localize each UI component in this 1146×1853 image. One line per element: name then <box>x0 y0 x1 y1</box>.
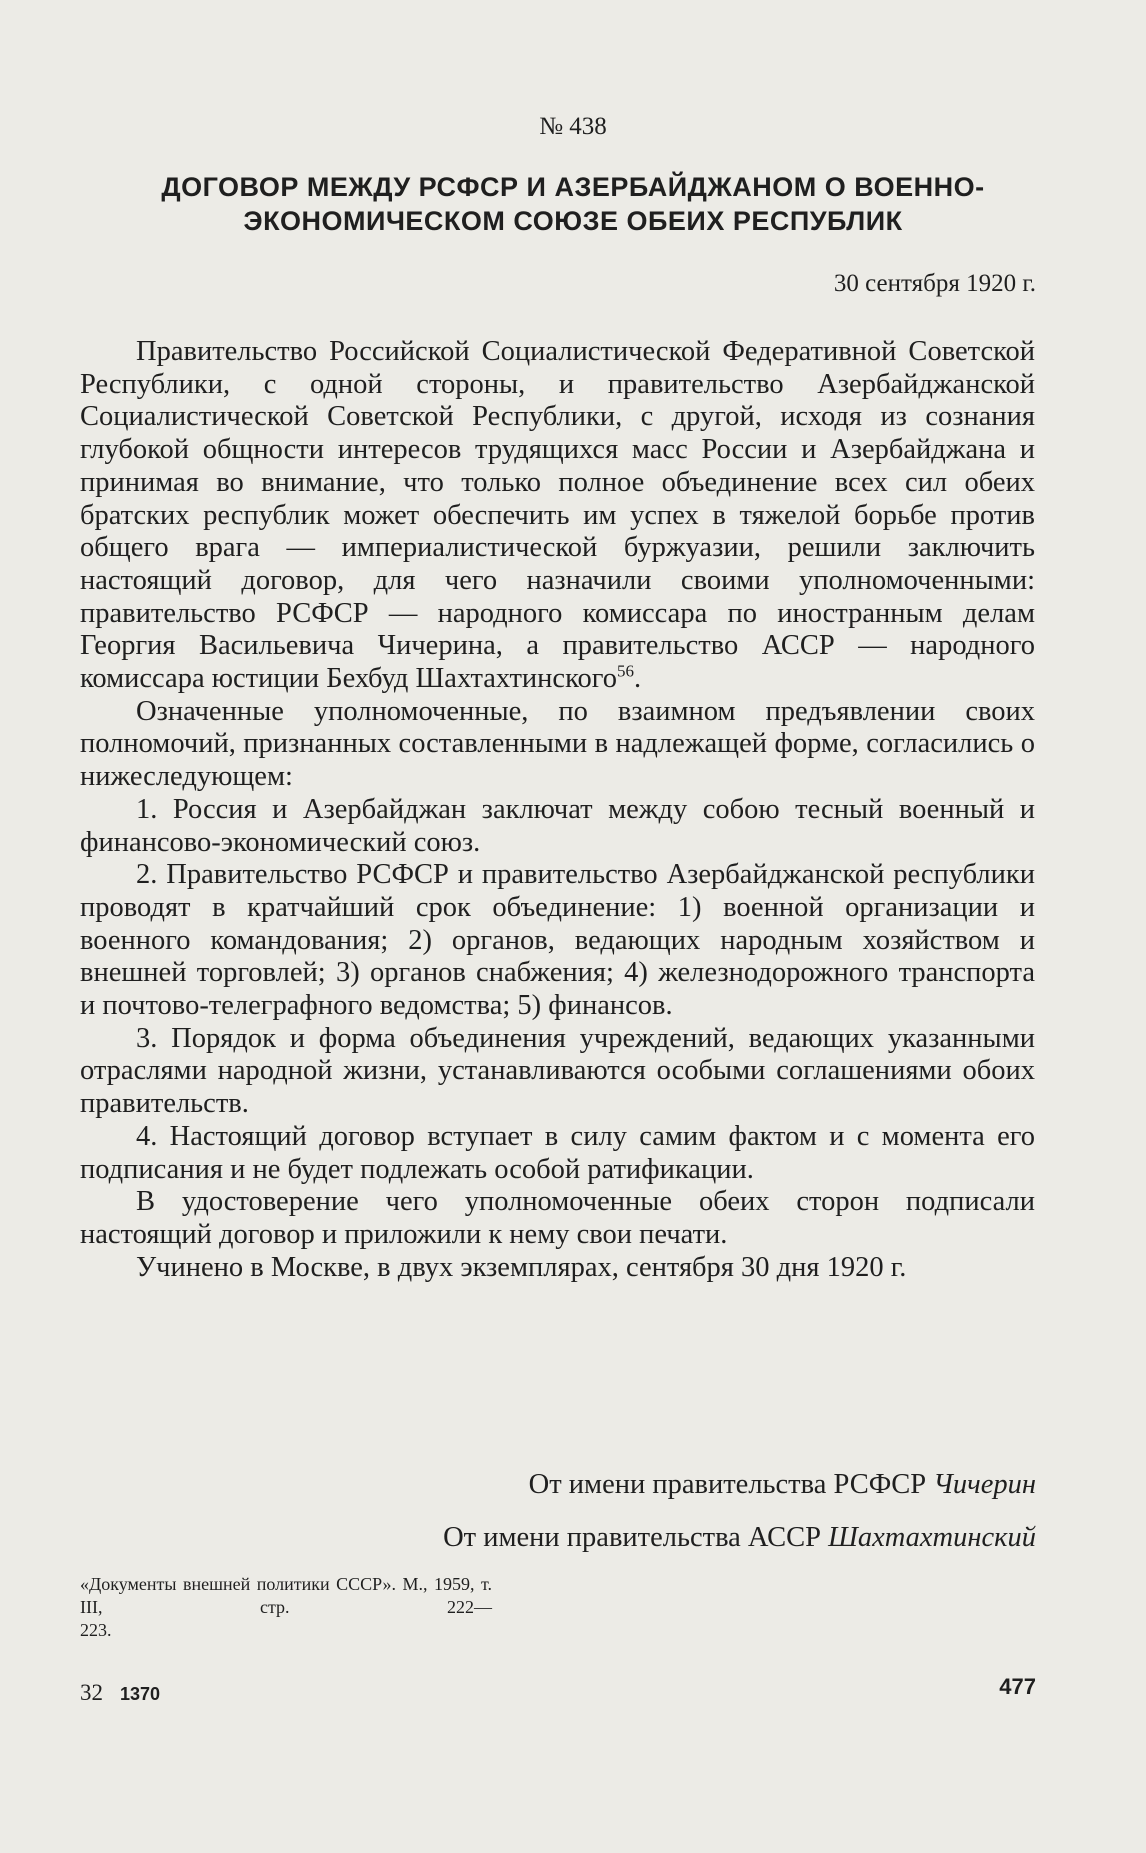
paragraph-certification: В удостоверение чего уполномоченные обеих сторон подписали настоящий договор и приложили к нему свои печати. <box>80 1186 1035 1250</box>
paragraph-authorization: Означенные уполномоченные, по взаимном предъявлении своих полномочий, признанных составленными в надлежащей форме, согласились о нижеследующем: <box>80 695 1035 793</box>
article-4: 4. Настоящий договор вступает в силу самим фактом и с момента его подписания и не будет подлежать особой ратификации. <box>80 1120 1035 1185</box>
preamble-paragraph <box>80 336 1035 696</box>
signature-on-behalf: От имени правительства АССР <box>443 1522 821 1553</box>
source-text-end: 223. <box>80 1620 112 1640</box>
preamble-end: . <box>633 663 642 695</box>
document-title: ДОГОВОР МЕЖДУ РСФСР И АЗЕРБАЙДЖАНОМ О ВОЕННО-ЭКОНОМИЧЕСКОМ СОЮЗЕ ОБЕИХ РЕСПУБЛИК <box>161 172 985 236</box>
document-date: 30 сентября 1920 г. <box>833 270 1036 297</box>
article-3: 3. Порядок и форма объединения учреждений, ведающих указанными отраслями народной жизни, устанавливаются особыми соглашениями обоих правительств. <box>80 1022 1035 1120</box>
preamble-text: Правительство Российской Социалистической Федеративной Советской Республики, с одной стороны, и правительство Азербайджанской Социалистической Советской Республики, с другой, исходя из сознания глубокой общности интересов трудящихся масс России и Азербайджана и принимая во внимание, что только полное объединение всех сил обеих братских республик может обеспечить им успех в тяжелой борьбе против общего врага — империалистической буржуазии, решили заключить настоящий договор, для чего назначили своими уполномоченными: правительство РСФСР — народного комиссара по иностранным делам Георгия Васильевича Чичерина, а правительство АССР — народного комиссара юстиции Бехбуд Шахтахтинского <box>80 336 1035 695</box>
signatory-name: Шахтахтинский <box>828 1522 1036 1553</box>
source-citation <box>80 1573 492 1642</box>
source-text: «Документы внешней политики СССР». М., 1959, т. III, стр. 222— <box>80 1574 492 1617</box>
article-1: 1. Россия и Азербайджан заключат между собою тесный военный и финансово-экономический союз. <box>80 793 1035 858</box>
signature-assr <box>443 1522 1036 1554</box>
signature-on-behalf: От имени правительства РСФСР <box>528 1469 927 1500</box>
article-2: 2. Правительство РСФСР и правительство Азербайджанской республики проводят в кратчайший срок объединение: 1) военной организации и военного командования; 2) органов, ведающих народным хозяйством и внешней торговлей; 3) органов снабжения; 4) железнодорожного транспорта и почтово-телеграфного ведомства; 5) финансов. <box>80 859 1035 1022</box>
footer-signature-mark: 1370 <box>120 1684 161 1704</box>
signatory-name: Чичерин <box>933 1469 1036 1500</box>
paragraph-place-date: Учинено в Москве, в двух экземплярах, сентября 30 дня 1920 г. <box>136 1251 907 1283</box>
footnote-reference: 56 <box>616 661 634 681</box>
document-body <box>80 336 1035 1284</box>
signature-rsfsr <box>529 1469 1036 1501</box>
page-number: 477 <box>999 1674 1036 1699</box>
document-number: № 438 <box>539 113 607 140</box>
footer-left-number: 32 <box>80 1680 103 1705</box>
